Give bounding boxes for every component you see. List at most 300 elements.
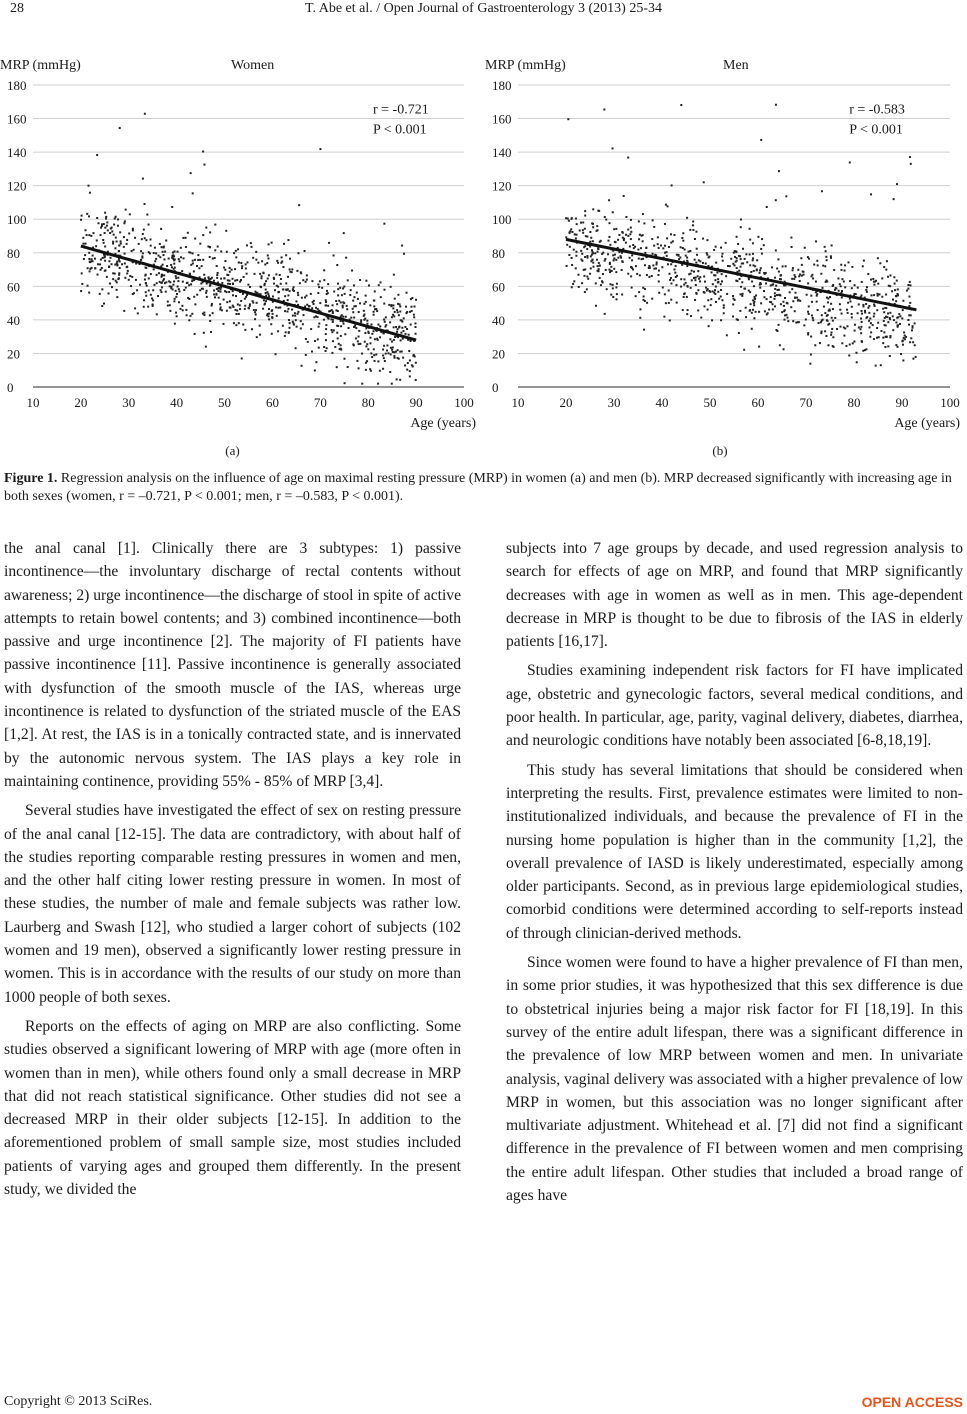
data-point (178, 301, 180, 303)
data-point (823, 306, 825, 308)
data-point (629, 233, 631, 235)
data-point (410, 324, 412, 326)
data-point (102, 257, 104, 259)
data-point (712, 283, 714, 285)
data-point (635, 265, 637, 267)
data-point (745, 253, 747, 255)
data-point (704, 281, 706, 283)
data-point (343, 232, 345, 234)
data-point (94, 267, 96, 269)
data-point (636, 273, 638, 275)
data-point (306, 279, 308, 281)
data-point (206, 296, 208, 298)
x-tick-label: 70 (313, 395, 327, 410)
data-point (232, 290, 234, 292)
data-point (356, 292, 358, 294)
data-point (177, 251, 179, 253)
data-point (333, 291, 335, 293)
data-point (175, 277, 177, 279)
data-point (744, 258, 746, 260)
data-point (868, 320, 870, 322)
data-point (111, 286, 113, 288)
data-point (589, 241, 591, 243)
data-point (399, 303, 401, 305)
data-point (185, 287, 187, 289)
data-point (234, 280, 236, 282)
data-point (878, 293, 880, 295)
data-point (383, 319, 385, 321)
data-point (414, 356, 416, 358)
data-point (287, 276, 289, 278)
data-point (220, 278, 222, 280)
data-point (389, 338, 391, 340)
data-point (105, 218, 107, 220)
data-point (879, 262, 881, 264)
data-point (745, 307, 747, 309)
data-point (132, 229, 134, 231)
data-point (753, 317, 755, 319)
data-point (376, 338, 378, 340)
data-point (642, 287, 644, 289)
data-point (303, 314, 305, 316)
data-point (602, 273, 604, 275)
data-point (359, 302, 361, 304)
data-point (169, 285, 171, 287)
data-point (337, 294, 339, 296)
data-point (301, 365, 303, 367)
data-point (821, 319, 823, 321)
data-point (714, 274, 716, 276)
data-point (332, 340, 334, 342)
data-point (102, 239, 104, 241)
data-point (586, 288, 588, 290)
data-point (255, 309, 257, 311)
data-point (847, 312, 849, 314)
data-point (794, 310, 796, 312)
data-point (292, 288, 294, 290)
figure-1-charts (0, 50, 967, 460)
data-point (114, 218, 116, 220)
data-point (753, 270, 755, 272)
data-point (88, 292, 90, 294)
data-point (894, 289, 896, 291)
data-point (875, 365, 877, 367)
data-point (185, 309, 187, 311)
data-point (750, 271, 752, 273)
data-point (664, 252, 666, 254)
data-point (277, 286, 279, 288)
data-point (227, 274, 229, 276)
data-point (202, 234, 204, 236)
data-point (368, 332, 370, 334)
data-point (232, 283, 234, 285)
data-point (235, 250, 237, 252)
data-point (824, 330, 826, 332)
data-point (810, 336, 812, 338)
data-point (666, 255, 668, 257)
data-point (682, 309, 684, 311)
data-point (710, 298, 712, 300)
data-point (877, 322, 879, 324)
data-point (812, 317, 814, 319)
data-point (896, 346, 898, 348)
data-point (296, 270, 298, 272)
data-point (143, 229, 145, 231)
y-tick-label: 160 (492, 111, 512, 127)
data-point (673, 279, 675, 281)
data-point (736, 260, 738, 262)
data-point (88, 234, 90, 236)
data-point (914, 344, 916, 346)
data-point (586, 276, 588, 278)
data-point (159, 256, 161, 258)
data-point (100, 227, 102, 229)
data-point (347, 279, 349, 281)
data-point (80, 219, 82, 221)
data-point (106, 221, 108, 223)
data-point (172, 284, 174, 286)
data-point (803, 324, 805, 326)
data-point (374, 290, 376, 292)
data-point (174, 323, 176, 325)
data-point (816, 301, 818, 303)
data-point (88, 258, 90, 260)
data-point (357, 340, 359, 342)
data-point (394, 311, 396, 313)
data-point (830, 255, 832, 257)
data-point (225, 230, 227, 232)
data-point (758, 346, 760, 348)
data-point (259, 334, 261, 336)
data-point (740, 258, 742, 260)
data-point (852, 342, 854, 344)
data-point (96, 239, 98, 241)
data-point (286, 289, 288, 291)
data-point (385, 353, 387, 355)
data-point (586, 248, 588, 250)
data-point (408, 350, 410, 352)
data-point (865, 303, 867, 305)
data-point (413, 316, 415, 318)
data-point (797, 269, 799, 271)
data-point (895, 321, 897, 323)
data-point (827, 314, 829, 316)
data-point (796, 297, 798, 299)
data-point (849, 300, 851, 302)
data-point (379, 325, 381, 327)
data-point (392, 314, 394, 316)
data-point (568, 254, 570, 256)
regression-line (566, 239, 916, 309)
data-point (140, 259, 142, 261)
data-point (807, 332, 809, 334)
data-point (893, 319, 895, 321)
data-point (770, 296, 772, 298)
data-point (749, 309, 751, 311)
data-point (829, 296, 831, 298)
data-point (592, 252, 594, 254)
data-point (112, 278, 114, 280)
data-point (95, 245, 97, 247)
data-point (169, 310, 171, 312)
data-point (872, 278, 874, 280)
data-point (331, 352, 333, 354)
data-point (821, 314, 823, 316)
data-point (232, 305, 234, 307)
data-point (644, 300, 646, 302)
data-point (775, 249, 777, 251)
data-point (851, 287, 853, 289)
data-point (896, 183, 898, 185)
data-point (116, 240, 118, 242)
data-point (582, 221, 584, 223)
data-point (909, 302, 911, 304)
data-point (736, 236, 738, 238)
data-point (652, 219, 654, 221)
data-point (294, 312, 296, 314)
data-point (336, 325, 338, 327)
data-point (753, 285, 755, 287)
data-point (862, 304, 864, 306)
data-point (415, 333, 417, 335)
data-point (848, 354, 850, 356)
data-point (707, 309, 709, 311)
data-point (386, 344, 388, 346)
data-point (568, 220, 570, 222)
data-point (714, 279, 716, 281)
data-point (683, 296, 685, 298)
data-point (180, 247, 182, 249)
data-point (220, 250, 222, 252)
data-point (595, 282, 597, 284)
data-point (101, 288, 103, 290)
data-point (610, 266, 612, 268)
data-point (669, 319, 671, 321)
data-point (860, 294, 862, 296)
data-point (600, 284, 602, 286)
data-point (873, 294, 875, 296)
caption-label: Figure 1. (4, 471, 58, 486)
data-point (675, 276, 677, 278)
data-point (245, 267, 247, 269)
data-point (123, 246, 125, 248)
data-point (380, 281, 382, 283)
data-point (117, 218, 119, 220)
data-point (182, 309, 184, 311)
data-point (214, 249, 216, 251)
body-column-left (4, 537, 461, 1201)
data-point (352, 308, 354, 310)
data-point (87, 267, 89, 269)
data-point (571, 286, 573, 288)
data-point (630, 238, 632, 240)
data-point (232, 278, 234, 280)
data-point (293, 322, 295, 324)
data-point (656, 262, 658, 264)
data-point (108, 260, 110, 262)
data-point (104, 270, 106, 272)
data-point (197, 259, 199, 261)
data-point (352, 311, 354, 313)
data-point (106, 276, 108, 278)
data-point (119, 231, 121, 233)
data-point (147, 306, 149, 308)
data-point (755, 311, 757, 313)
data-point (694, 299, 696, 301)
data-point (116, 264, 118, 266)
data-point (713, 292, 715, 294)
data-point (385, 316, 387, 318)
data-point (382, 368, 384, 370)
data-point (118, 244, 120, 246)
body-column-right (506, 537, 963, 1207)
data-point (824, 246, 826, 248)
data-point (191, 313, 193, 315)
data-point (178, 290, 180, 292)
data-point (203, 332, 205, 334)
data-point (103, 256, 105, 258)
data-point (596, 225, 598, 227)
data-point (401, 327, 403, 329)
x-tick-label: 70 (799, 395, 813, 410)
data-point (393, 274, 395, 276)
data-point (900, 353, 902, 355)
data-point (592, 259, 594, 261)
data-point (841, 278, 843, 280)
data-point (651, 298, 653, 300)
data-point (576, 223, 578, 225)
data-point (759, 287, 761, 289)
data-point (576, 234, 578, 236)
data-point (358, 336, 360, 338)
data-point (160, 289, 162, 291)
data-point (194, 238, 196, 240)
data-point (154, 260, 156, 262)
data-point (880, 330, 882, 332)
data-point (828, 310, 830, 312)
data-point (886, 260, 888, 262)
data-point (639, 274, 641, 276)
data-point (295, 319, 297, 321)
data-point (112, 243, 114, 245)
data-point (605, 269, 607, 271)
data-point (786, 302, 788, 304)
data-point (390, 347, 392, 349)
data-point (708, 256, 710, 258)
data-point (725, 242, 727, 244)
data-point (252, 257, 254, 259)
data-point (799, 300, 801, 302)
data-point (148, 290, 150, 292)
data-point (413, 306, 415, 308)
data-point (911, 329, 913, 331)
data-point (613, 257, 615, 259)
data-point (569, 232, 571, 234)
data-point (888, 285, 890, 287)
data-point (268, 313, 270, 315)
data-point (625, 216, 627, 218)
data-point (794, 274, 796, 276)
data-point (860, 317, 862, 319)
copyright: Copyright © 2013 SciRes. (4, 1394, 153, 1409)
data-point (760, 283, 762, 285)
data-point (717, 278, 719, 280)
x-tick-label: 60 (751, 395, 765, 410)
data-point (749, 228, 751, 230)
data-point (403, 253, 405, 255)
data-point (136, 289, 138, 291)
data-point (328, 242, 330, 244)
data-point (163, 246, 165, 248)
data-point (811, 315, 813, 317)
data-point (336, 332, 338, 334)
data-point (283, 243, 285, 245)
data-point (581, 282, 583, 284)
data-point (849, 280, 851, 282)
data-point (638, 220, 640, 222)
data-point (668, 290, 670, 292)
data-point (152, 299, 154, 301)
data-point (405, 306, 407, 308)
data-point (353, 296, 355, 298)
data-point (702, 262, 704, 264)
data-point (575, 237, 577, 239)
data-point (150, 294, 152, 296)
data-point (763, 290, 765, 292)
data-point (272, 313, 274, 315)
data-point (584, 210, 586, 212)
data-point (575, 251, 577, 253)
data-point (306, 274, 308, 276)
data-point (705, 287, 707, 289)
data-point (353, 326, 355, 328)
data-point (584, 291, 586, 293)
data-point (96, 154, 98, 156)
data-point (205, 292, 207, 294)
data-point (399, 311, 401, 313)
data-point (224, 290, 226, 292)
data-point (783, 305, 785, 307)
data-point (413, 314, 415, 316)
data-point (171, 266, 173, 268)
data-point (729, 265, 731, 267)
data-point (172, 254, 174, 256)
data-point (776, 268, 778, 270)
data-point (169, 304, 171, 306)
data-point (344, 382, 346, 384)
data-point (280, 283, 282, 285)
data-point (658, 292, 660, 294)
data-point (226, 301, 228, 303)
data-point (682, 240, 684, 242)
data-point (172, 252, 174, 254)
data-point (201, 265, 203, 267)
data-point (83, 258, 85, 260)
data-point (277, 262, 279, 264)
data-point (241, 265, 243, 267)
data-point (876, 337, 878, 339)
data-point (155, 258, 157, 260)
data-point (573, 249, 575, 251)
data-point (240, 300, 242, 302)
data-point (374, 308, 376, 310)
data-point (110, 228, 112, 230)
data-point (732, 303, 734, 305)
data-point (874, 281, 876, 283)
data-point (241, 357, 243, 359)
data-point (904, 335, 906, 337)
data-point (327, 283, 329, 285)
